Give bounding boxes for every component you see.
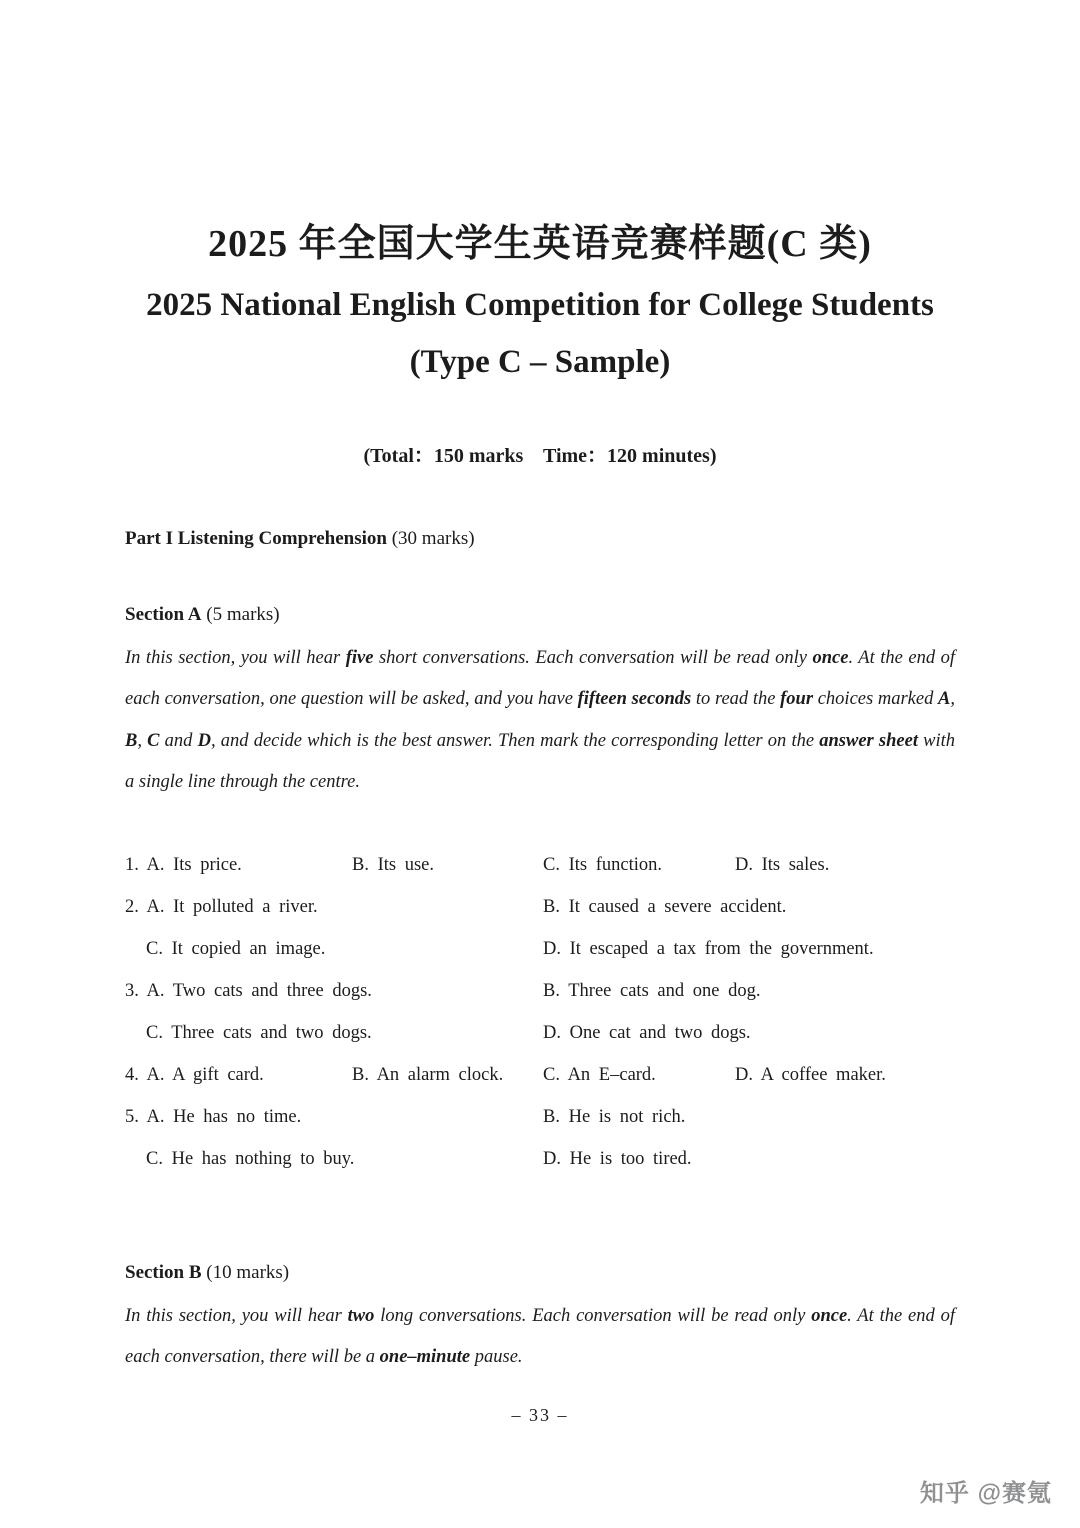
- option-cell: C. Its function.: [543, 854, 662, 875]
- instruction-emphasis: C: [147, 730, 160, 751]
- instruction-text: In this section, you will hear: [125, 647, 346, 668]
- option-cell: D. It escaped a tax from the government.: [543, 938, 874, 959]
- zhihu-watermark: 知乎 @赛氪: [919, 1480, 1052, 1507]
- question-row: [125, 970, 955, 1012]
- instruction-emphasis: once: [811, 1305, 848, 1326]
- option-cell: B. He is not rich.: [543, 1106, 686, 1127]
- option-cell: B. Its use.: [352, 854, 434, 875]
- option-cell: B. An alarm clock.: [352, 1064, 504, 1085]
- instruction-text: ,: [950, 689, 955, 709]
- option-cell: B. It caused a severe accident.: [543, 896, 787, 917]
- instruction-text: . At the end of each conversation, one question will be asked, and you have: [125, 647, 956, 709]
- instruction-text: . At the end of each conversation, there will be a: [125, 1305, 955, 1367]
- option-cell: 3. A. Two cats and three dogs.: [125, 980, 372, 1001]
- instruction-text: choices marked: [813, 689, 939, 709]
- option-cell: D. He is too tired.: [543, 1148, 692, 1169]
- option-cell: 1. A. Its price.: [125, 854, 242, 875]
- option-cell: C. Three cats and two dogs.: [146, 1022, 372, 1043]
- instruction-text: with a single line through the centre.: [125, 730, 956, 792]
- option-cell: 4. A. A gift card.: [125, 1064, 264, 1085]
- option-cell: D. Its sales.: [735, 854, 830, 875]
- instruction-emphasis: B: [125, 730, 138, 751]
- section-a-instructions: [125, 638, 955, 804]
- question-row: [125, 1138, 955, 1180]
- instruction-text: In this section, you will hear: [125, 1305, 348, 1326]
- instruction-text: long conversations. Each conversation will be read only: [374, 1305, 812, 1326]
- instruction-emphasis: one–minute: [379, 1347, 471, 1367]
- instruction-text: ,: [137, 730, 148, 751]
- question-row: [125, 1096, 955, 1138]
- option-cell: C. An E–card.: [543, 1064, 656, 1085]
- instruction-text: to read the: [691, 689, 781, 709]
- section-b-heading-marks: (10 marks): [201, 1261, 290, 1283]
- instruction-text: , and decide which is the best answer. Then mark the corresponding letter on the: [210, 730, 820, 751]
- option-cell: 2. A. It polluted a river.: [125, 896, 318, 917]
- part1-heading-marks: (30 marks): [386, 527, 475, 549]
- instruction-emphasis: D: [197, 730, 211, 751]
- instruction-emphasis: five: [345, 647, 374, 668]
- page-number: – 33 –: [511, 1404, 569, 1425]
- instruction-emphasis: four: [780, 689, 814, 709]
- page-content: [0, 212, 1080, 1426]
- instruction-emphasis: answer sheet: [819, 730, 918, 751]
- instruction-emphasis: once: [812, 647, 849, 668]
- question-row: [125, 928, 955, 970]
- section-b-instructions: [125, 1296, 955, 1379]
- section-b-heading: [125, 1262, 955, 1284]
- exam-meta-total-time: (Total：150 marks Time：120 minutes): [363, 444, 717, 467]
- question-row: [125, 844, 955, 886]
- instruction-text: and: [159, 730, 198, 751]
- title-chinese: 2025 年全国大学生英语竞赛样题(C 类): [208, 223, 872, 265]
- section-a-heading-marks: (5 marks): [201, 603, 280, 625]
- title-english-line2: (Type C – Sample): [409, 343, 671, 380]
- section-b-heading-title: Section B: [125, 1261, 202, 1283]
- instruction-emphasis: A: [938, 689, 951, 709]
- part1-heading-title: Part I Listening Comprehension: [125, 527, 387, 549]
- instruction-emphasis: fifteen seconds: [577, 689, 692, 709]
- question-row: [125, 1054, 955, 1096]
- question-row: [125, 886, 955, 928]
- instruction-text: short conversations. Each conversation will be read only: [373, 647, 813, 668]
- part1-heading: [125, 528, 955, 550]
- section-a-heading: [125, 604, 955, 626]
- section-a-heading-title: Section A: [125, 603, 202, 625]
- title-english-line1: 2025 National English Competition for College Students: [146, 287, 934, 323]
- instruction-emphasis: two: [347, 1305, 375, 1326]
- title-english: [125, 277, 955, 391]
- instruction-text: pause.: [470, 1347, 523, 1367]
- question-list: [125, 844, 955, 1180]
- question-row: [125, 1012, 955, 1054]
- option-cell: B. Three cats and one dog.: [543, 980, 761, 1001]
- option-cell: 5. A. He has no time.: [125, 1106, 302, 1127]
- option-cell: C. He has nothing to buy.: [146, 1148, 355, 1169]
- option-cell: C. It copied an image.: [146, 938, 326, 959]
- option-cell: D. A coffee maker.: [735, 1064, 886, 1085]
- option-cell: D. One cat and two dogs.: [543, 1022, 751, 1043]
